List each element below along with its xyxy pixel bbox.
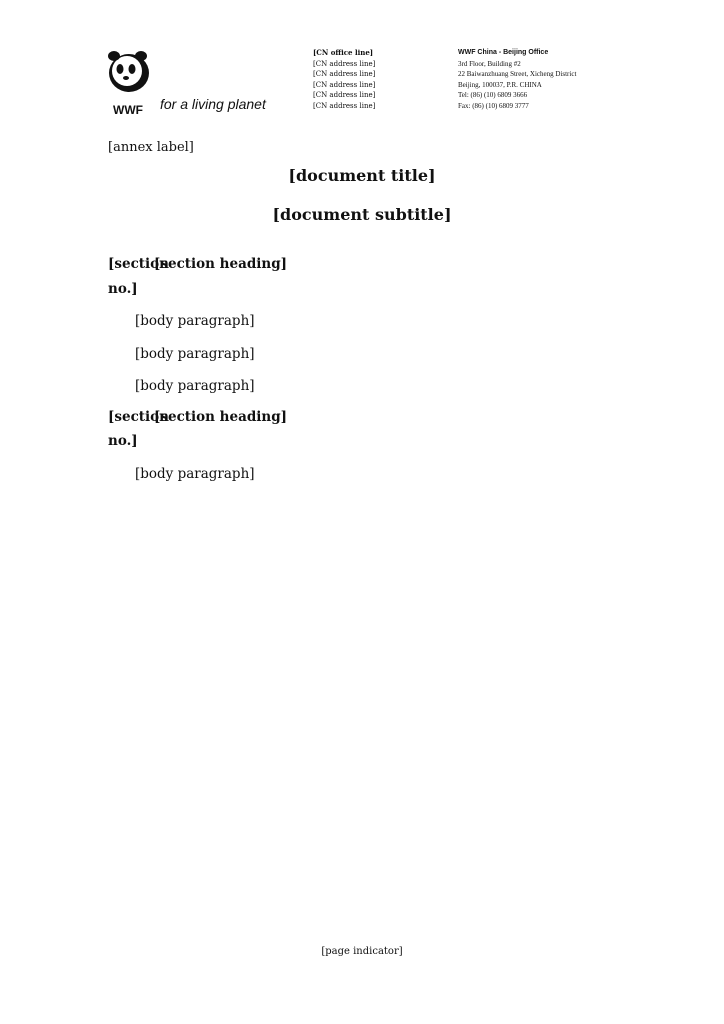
section-heading — [108, 405, 618, 454]
document-subtitle: [document subtitle] — [272, 205, 452, 224]
section-heading-text: [section heading] — [154, 408, 288, 425]
paragraph: [body paragraph] — [135, 345, 255, 362]
wwf-logo-text: WWF — [113, 103, 143, 117]
cn-office-name: [CN office line] — [313, 48, 374, 57]
section-heading — [108, 252, 618, 301]
chinese-address-block — [313, 48, 443, 111]
page-footer: [page indicator] — [321, 946, 403, 957]
section-number: [section no.] — [108, 408, 169, 449]
cn-address-line: [CN address line] — [313, 59, 376, 68]
english-address-block — [458, 48, 628, 111]
cn-address-line: [CN address line] — [313, 101, 376, 110]
tagline: for a living planet — [160, 96, 266, 112]
cn-address-line: [CN address line] — [313, 70, 376, 78]
paragraph: [body paragraph] — [135, 465, 255, 482]
section-number: [section no.] — [108, 256, 169, 297]
document-body — [108, 252, 618, 486]
en-address-line: 3rd Floor, Building #2 — [458, 59, 521, 68]
section-heading-text: [section heading] — [154, 256, 288, 272]
wwf-logo — [98, 48, 158, 118]
document-title: [document title] — [288, 166, 436, 185]
cn-address-line: [CN address line] — [313, 80, 376, 89]
cn-address-line: [CN address line] — [313, 91, 376, 99]
annex-label: [annex label] — [108, 140, 194, 155]
paragraph: [body paragraph] — [135, 378, 255, 394]
en-address-line: Beijing, 100037, P.R. CHINA — [458, 80, 542, 89]
en-address-line: Tel: (86) (10) 6809 3666 — [458, 91, 528, 99]
paragraph: [body paragraph] — [135, 313, 255, 329]
en-address-line: Fax: (86) (10) 6809 3777 — [458, 101, 529, 110]
en-office-name: WWF China - Beijing Office — [458, 49, 549, 56]
en-address-line: 22 Baiwanzhuang Street, Xicheng District — [458, 70, 577, 78]
